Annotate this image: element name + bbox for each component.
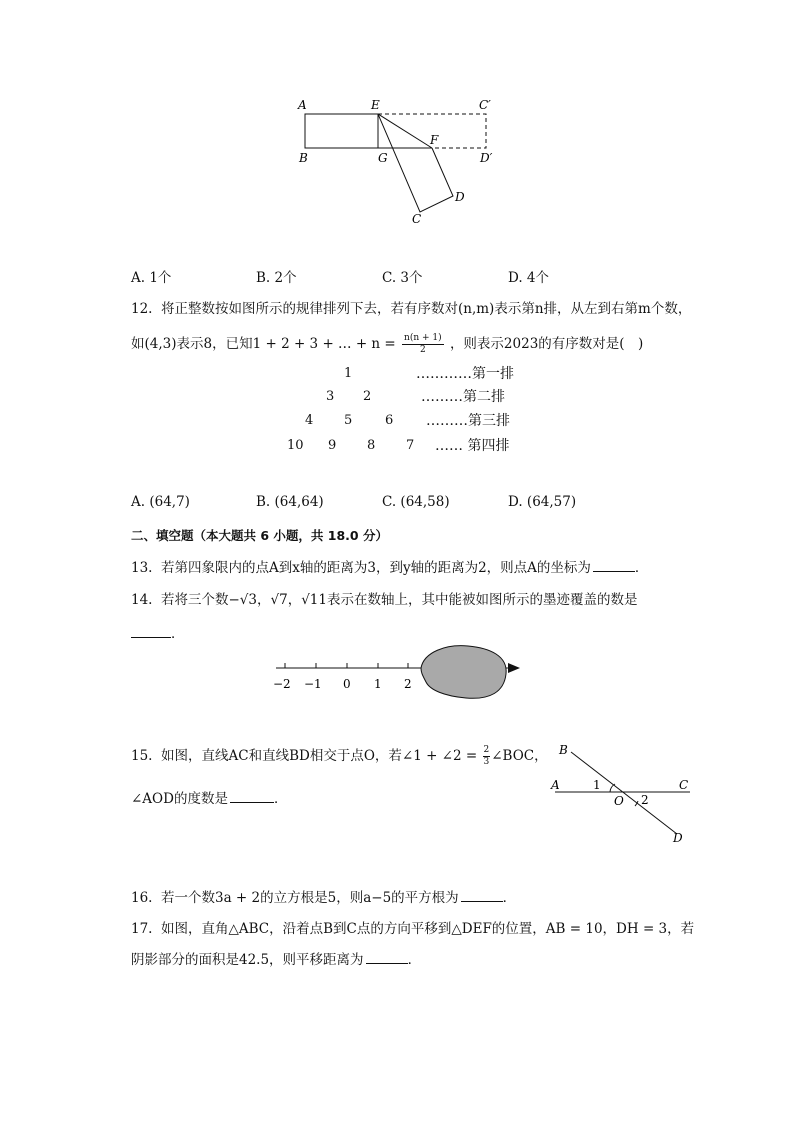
figure-q15-intersecting-lines — [545, 738, 705, 848]
q17-end: ． — [407, 952, 422, 968]
pattern-row-label: ………第二排 — [421, 389, 505, 405]
ink-blot — [421, 646, 506, 699]
section-title: 二、填空题（本大题共 6 小题，共 18.0 分） — [131, 528, 388, 543]
figure-q11-folded-rectangle — [290, 92, 510, 232]
label-D-prime: D′ — [480, 151, 493, 165]
tick-label: −2 — [273, 677, 291, 691]
pattern-number: 5 — [344, 413, 353, 428]
q15-number: 15. — [131, 748, 153, 764]
arrow-head-icon — [508, 663, 520, 673]
label-A: A — [551, 778, 560, 792]
q15-line2 — [131, 787, 287, 807]
label-C: C — [679, 778, 689, 792]
pattern-number: 8 — [367, 438, 376, 453]
q15-frac-num: 2 — [483, 745, 490, 755]
q12-number: 12. — [131, 301, 153, 317]
pattern-number: 9 — [328, 438, 337, 453]
q11-option-c[interactable]: C. 3个 — [382, 270, 423, 286]
label-D: D — [673, 831, 683, 845]
label-B: B — [559, 743, 568, 757]
q12-fraction — [402, 333, 444, 356]
pattern-number: 4 — [305, 413, 314, 428]
tick-label: 0 — [343, 677, 351, 691]
figure-q14-number-line — [268, 640, 528, 704]
q12-option-b[interactable]: B. (64,64) — [256, 494, 324, 510]
pattern-row-label: ………第三排 — [426, 413, 510, 429]
q14-number: 14. — [131, 592, 153, 608]
q16 — [131, 886, 516, 906]
q12-option-a[interactable]: A. (64,7) — [131, 494, 190, 510]
label-C: C — [412, 212, 422, 226]
segment-ef — [378, 114, 432, 148]
q15-fraction — [483, 745, 491, 768]
q15-frac-den: 3 — [483, 757, 490, 767]
rectangle-abge — [305, 114, 378, 148]
pattern-number: 6 — [385, 413, 394, 428]
q13 — [131, 556, 648, 576]
label-C-prime: C′ — [479, 98, 491, 112]
pattern-row-label: …………第一排 — [416, 366, 514, 382]
tick-label: −1 — [304, 677, 322, 691]
q12-text-line1: 将正整数按如图所示的规律排列下去，若有序数对(n,m)表示第n排，从左到右第m个数， — [161, 301, 692, 317]
pattern-number: 1 — [344, 366, 353, 381]
tick-label: 2 — [404, 677, 412, 691]
q12-line1 — [131, 297, 691, 317]
q13-text: 若第四象限内的点A到x轴的距离为3，到y轴的距离为2，则点A的坐标为 — [161, 560, 591, 576]
label-D: D — [455, 190, 465, 204]
q11-option-b[interactable]: B. 2个 — [256, 270, 297, 286]
tick-label: 1 — [374, 677, 382, 691]
pattern-number: 10 — [287, 438, 304, 453]
pattern-number: 3 — [326, 389, 335, 404]
label-1: 1 — [593, 778, 601, 792]
line-bd — [571, 752, 677, 834]
q13-end: ． — [634, 560, 649, 576]
q16-number: 16. — [131, 890, 153, 906]
label-A: A — [298, 98, 307, 112]
q15-text-line2: ∠AOD的度数是 — [131, 791, 228, 807]
answer-blank[interactable] — [461, 889, 503, 902]
q12-frac-den: 2 — [419, 345, 426, 355]
q14-answer-line — [131, 622, 185, 642]
q13-number: 13. — [131, 560, 153, 576]
q12-option-c[interactable]: C. (64,58) — [382, 494, 450, 510]
q12-text-prefix: 如(4,3)表示8，已知1 + 2 + 3 + … + n = — [131, 336, 396, 352]
answer-blank[interactable] — [131, 625, 171, 638]
q17-text-line1: 如图，直角△ABC，沿着点B到C点的方向平移到△DEF的位置，AB = 10，DH = 3，若 — [161, 921, 695, 937]
label-O: O — [614, 794, 624, 808]
q12-option-d[interactable]: D. (64,57) — [508, 494, 577, 510]
folded-part — [378, 114, 453, 212]
label-E: E — [371, 98, 380, 112]
q15-end: ． — [273, 791, 288, 807]
pattern-number: 2 — [363, 389, 372, 404]
answer-blank[interactable] — [230, 790, 274, 803]
label-B: B — [299, 151, 308, 165]
q17-number: 17. — [131, 921, 153, 937]
pattern-number: 7 — [406, 438, 415, 453]
q16-text: 若一个数3a + 2的立方根是5，则a−5的平方根为 — [161, 890, 459, 906]
q14 — [131, 588, 637, 608]
answer-blank[interactable] — [366, 951, 408, 964]
q15-line1 — [131, 744, 548, 768]
q14-text: 若将三个数−√3，√7，√11表示在数轴上，其中能被如图所示的墨迹覆盖的数是 — [161, 592, 638, 608]
label-F: F — [430, 133, 439, 147]
answer-blank[interactable] — [593, 559, 635, 572]
label-2: 2 — [641, 793, 649, 807]
q12-line2 — [131, 332, 643, 356]
q15-text-a: 如图，直线AC和直线BD相交于点O，若∠1 + ∠2 = — [161, 748, 478, 764]
q16-end: ． — [502, 890, 517, 906]
pattern-row-label: …… 第四排 — [435, 438, 510, 454]
label-G: G — [378, 151, 388, 165]
q12-frac-num: n(n + 1) — [404, 333, 442, 343]
q14-end: ． — [171, 626, 185, 642]
q11-option-a[interactable]: A. 1个 — [131, 270, 172, 286]
q17-line1 — [131, 917, 694, 937]
q15-text-b: ∠BOC， — [491, 748, 548, 764]
q11-option-d[interactable]: D. 4个 — [508, 270, 550, 286]
q12-text-suffix: ，则表示2023的有序数对是( ) — [449, 336, 644, 352]
q17-text-line2: 阴影部分的面积是42.5，则平移距离为 — [131, 952, 364, 968]
q17-line2 — [131, 948, 421, 968]
